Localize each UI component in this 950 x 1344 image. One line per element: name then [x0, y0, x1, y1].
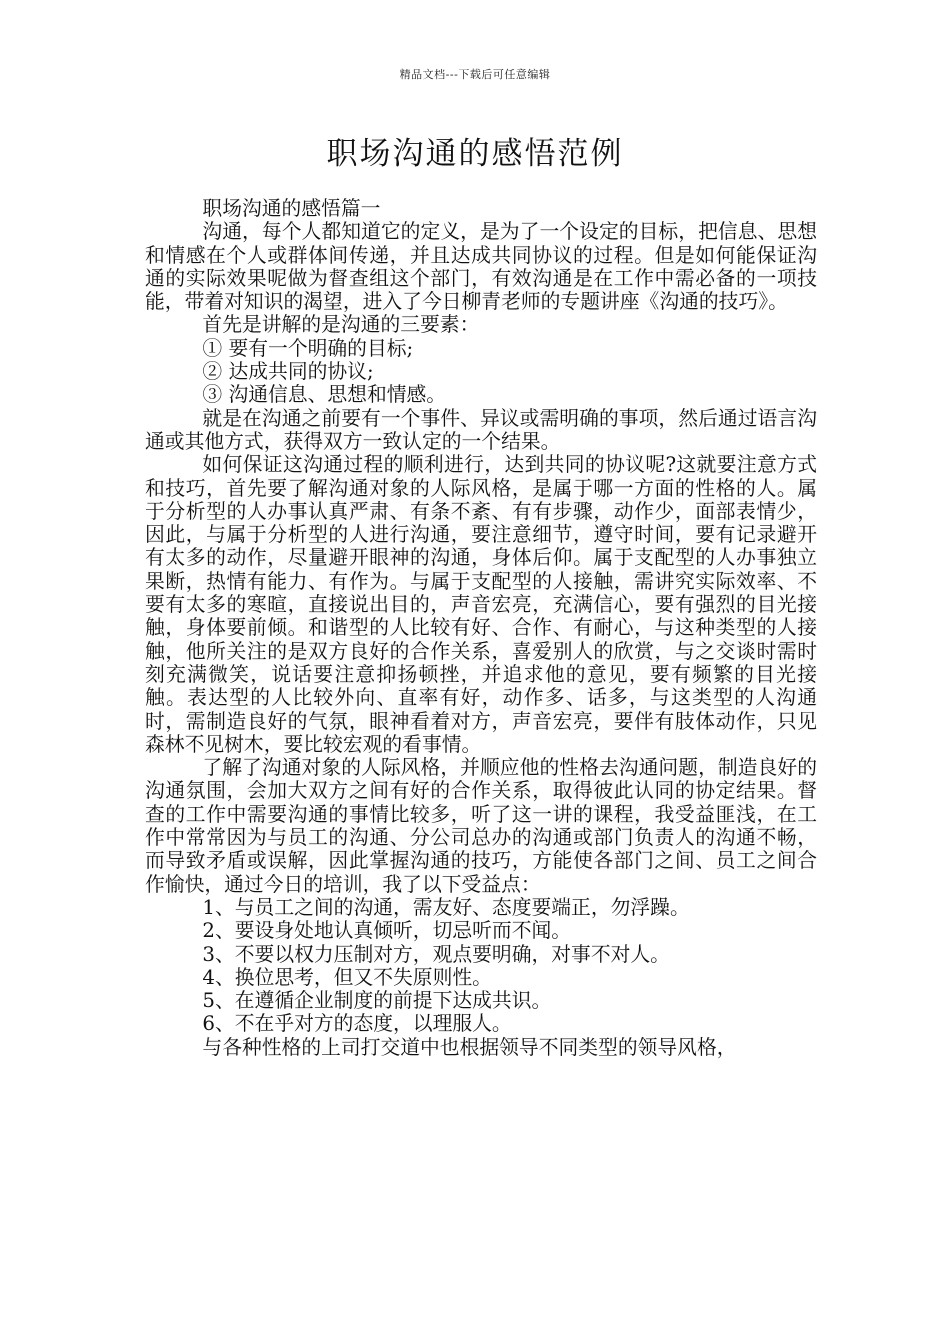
paragraph: 沟通，每个人都知道它的定义，是为了一个设定的目标，把信息、思想和情感在个人或群体间传递，并且达成共同协议的过程。但是如何能保证沟通的实际效果呢做为督查组这个部门，有效沟通是在工作中需必备的一项技能，带着对知识的渴望，进入了今日柳青老师的专题讲座《沟通的技巧》。 — [145, 220, 817, 314]
paragraph: 首先是讲解的是沟通的三要素： — [202, 313, 480, 337]
list-item: 1、与员工之间的沟通，需友好、态度要端正，勿浮躁。 — [202, 895, 690, 919]
paragraph: 如何保证这沟通过程的顺利进行，达到共同的协议呢?这就要注意方式和技巧，首先要了解沟通对象的人际风格，是属于哪一方面的性格的人。属于分析型的人办事认真严肃、有条不紊、有有步骤，动作少，面部表情少，因此，与属于分析型的人进行沟通，要注意细节，遵守时间，要有记录避开有太多的动作，尽量避开眼神的沟通，身体后仰。属于支配型的人办事独立果断，热情有能力、有作为。与属于支配型的人接触，需讲究实际效率、不要有太多的寒暄，直接说出目的，声音宏亮，充满信心，要有强烈的目光接触，身体要前倾。和谐型的人比较有好、合作、有耐心，与这种类型的人接触，他所关注的是双方良好的合作关系，喜爱别人的欣赏，与之交谈时需时刻充满微笑，说话要注意抑扬顿挫，并追求他的意见，要有频繁的目光接触。表达型的人比较外向、直率有好，动作多、话多，与这类型的人沟通时，需制造良好的气氛，眼神看着对方，声音宏亮，要伴有肢体动作，只见森林不见树木，要比较宏观的看事情。 — [145, 453, 817, 756]
paragraph: 了解了沟通对象的人际风格，并顺应他的性格去沟通问题，制造良好的沟通氛围，会加大双方之间有好的合作关系，取得彼此认同的协定结果。督查的工作中需要沟通的事情比较多，听了这一讲的课程，我受益匪浅，在工作中常常因为与员工的沟通、分公司总办的沟通或部门负责人的沟通不畅，而导致矛盾或误解，因此掌握沟通的技巧，方能使各部门之间、员工之间合作愉快，通过今日的培训，我了以下受益点： — [145, 756, 817, 896]
list-item: ① 要有一个明确的目标; — [202, 336, 414, 360]
list-item: 6、不在乎对方的态度，以理服人。 — [202, 1012, 512, 1036]
list-item: 5、在遵循企业制度的前提下达成共识。 — [202, 989, 552, 1013]
list-item: 4、换位思考，但又不失原则性。 — [202, 965, 492, 989]
list-item: ③ 沟通信息、思想和情感。 — [202, 383, 447, 407]
list-item: 3、不要以权力压制对方，观点要明确，对事不对人。 — [202, 942, 670, 966]
section-heading: 职场沟通的感悟篇一 — [202, 197, 381, 220]
document-body — [145, 197, 817, 1059]
header-note: 精品文档---下载后可任意编辑 — [399, 68, 551, 81]
paragraph: 就是在沟通之前要有一个事件、异议或需明确的事项，然后通过语言沟通或其他方式，获得双方一致认定的一个结果。 — [145, 406, 817, 453]
document-title: 职场沟通的感悟范例 — [326, 136, 624, 172]
list-item: 2、要设身处地认真倾听，切忌听而不闻。 — [202, 919, 572, 943]
paragraph: 与各种性格的上司打交道中也根据领导不同类型的领导风格， — [202, 1035, 737, 1059]
list-item: ② 达成共同的协议; — [202, 360, 374, 384]
